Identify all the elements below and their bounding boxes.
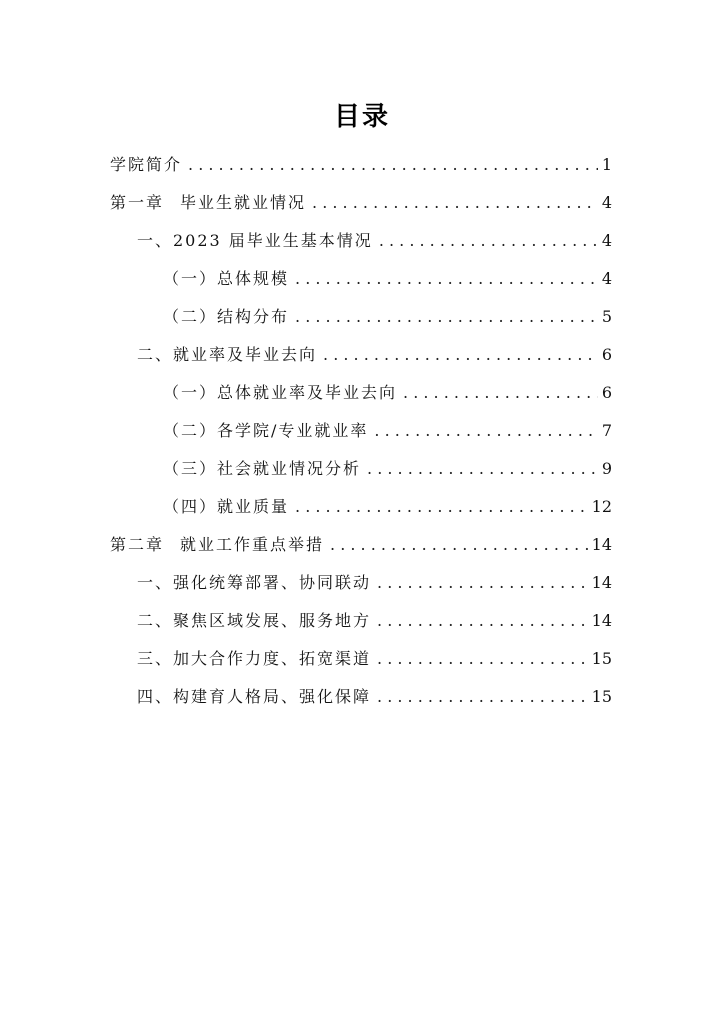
toc-entry-page: 14 bbox=[591, 611, 612, 630]
toc-entry-page: 6 bbox=[601, 345, 612, 364]
toc-leader-dots bbox=[312, 193, 598, 212]
toc-leader-dots bbox=[377, 611, 588, 630]
toc-entry-label: 四、构建育人格局、强化保障 bbox=[137, 687, 372, 706]
toc-entry-page: 5 bbox=[601, 307, 612, 326]
toc-entry-page: 14 bbox=[591, 573, 612, 592]
toc-leader-dots bbox=[374, 421, 597, 440]
toc-entry-label: （二）结构分布 bbox=[163, 307, 290, 326]
toc-entry-section-2-2[interactable] bbox=[137, 608, 612, 634]
toc-entry-label: （二）各学院/专业就业率 bbox=[163, 421, 369, 440]
toc-leader-dots bbox=[377, 573, 588, 592]
toc-leader-dots bbox=[295, 497, 588, 516]
toc-entry-page: 7 bbox=[601, 421, 612, 440]
toc-entry-section-2-3[interactable] bbox=[137, 646, 612, 672]
toc-entry-subsection[interactable] bbox=[163, 380, 612, 406]
toc-entry-section-2-1[interactable] bbox=[137, 570, 612, 596]
toc-leader-dots bbox=[323, 345, 598, 364]
toc-leader-dots bbox=[188, 155, 598, 174]
toc-entry-page: 12 bbox=[591, 497, 612, 516]
toc-entry-chapter-2[interactable] bbox=[110, 532, 612, 558]
toc-entry-page: 14 bbox=[591, 535, 612, 554]
toc-entry-label: 一、2023 届毕业生基本情况 bbox=[137, 231, 373, 250]
toc-entry-subsection[interactable] bbox=[163, 418, 612, 444]
toc-entry-page: 4 bbox=[601, 231, 612, 250]
toc-entry-label: 二、就业率及毕业去向 bbox=[137, 345, 318, 364]
toc-leader-dots bbox=[377, 687, 588, 706]
toc-leader-dots bbox=[367, 459, 598, 478]
chapter-number: 第一章 bbox=[110, 193, 165, 212]
toc-entry-college-intro[interactable] bbox=[110, 152, 612, 178]
toc-entry-section-2-4[interactable] bbox=[137, 684, 612, 710]
toc-entry-page: 4 bbox=[601, 269, 612, 288]
toc-leader-dots bbox=[403, 383, 598, 402]
toc-entry-section-1-2[interactable] bbox=[137, 342, 612, 368]
toc-leader-dots bbox=[295, 307, 598, 326]
toc-entry-label: （四）就业质量 bbox=[163, 497, 290, 516]
toc-entry-label: 三、加大合作力度、拓宽渠道 bbox=[137, 649, 372, 668]
toc-entry-page: 1 bbox=[601, 155, 612, 174]
toc-entry-section-1-1[interactable] bbox=[137, 228, 612, 254]
toc-entry-subsection[interactable] bbox=[163, 304, 612, 330]
toc-entry-subsection[interactable] bbox=[163, 494, 612, 520]
toc-entry-page: 9 bbox=[601, 459, 612, 478]
toc-entry-label: 学院简介 bbox=[110, 155, 183, 174]
toc-entry-label: 一、强化统筹部署、协同联动 bbox=[137, 573, 372, 592]
toc-entry-page: 15 bbox=[591, 649, 612, 668]
toc-entry-label: （一）总体规模 bbox=[163, 269, 290, 288]
chapter-number: 第二章 bbox=[110, 535, 165, 554]
toc-entry-chapter-1[interactable] bbox=[110, 190, 612, 216]
chapter-title: 毕业生就业情况 bbox=[180, 193, 307, 212]
toc-entry-label bbox=[110, 190, 306, 213]
chapter-title: 就业工作重点举措 bbox=[180, 535, 325, 554]
toc-entry-subsection[interactable] bbox=[163, 266, 612, 292]
toc-leader-dots bbox=[377, 649, 588, 668]
toc-entry-label: 二、聚焦区域发展、服务地方 bbox=[137, 611, 372, 630]
toc-entry-label: （一）总体就业率及毕业去向 bbox=[163, 383, 398, 402]
toc-entry-page: 4 bbox=[601, 193, 612, 212]
toc-title: 目录 bbox=[333, 102, 390, 132]
toc-entry-label bbox=[110, 532, 324, 555]
toc-entry-label: （三）社会就业情况分析 bbox=[163, 459, 362, 478]
toc-leader-dots bbox=[379, 231, 598, 250]
toc-entry-page: 6 bbox=[601, 383, 612, 402]
toc-entry-page: 15 bbox=[591, 687, 612, 706]
toc-leader-dots bbox=[330, 535, 588, 554]
toc-leader-dots bbox=[295, 269, 598, 288]
toc-entry-subsection[interactable] bbox=[163, 456, 612, 482]
